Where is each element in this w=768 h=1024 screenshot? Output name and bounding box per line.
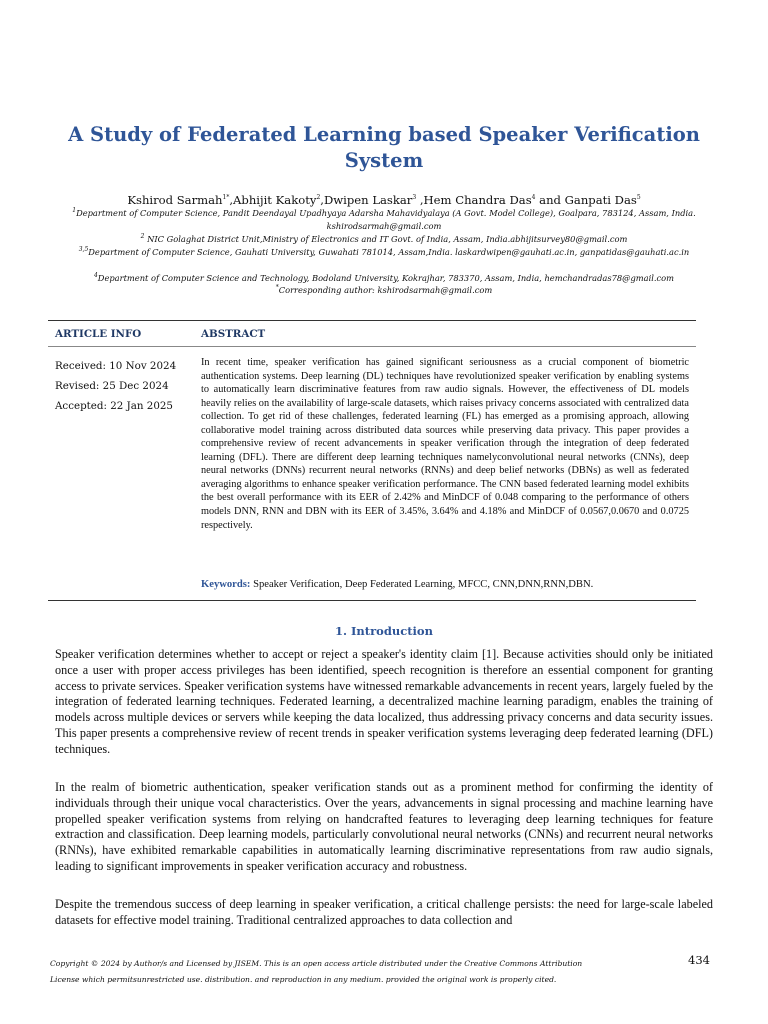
section-heading: 1. Introduction (335, 624, 433, 638)
affiliation-text: NIC Golaghat District Unit,Ministry of Electronics and IT Govt. of India, Assam, India.abhijitsurvey80@gmail.com (144, 234, 628, 244)
divider (48, 600, 696, 601)
affiliation-sup: 4 (93, 272, 98, 280)
affiliation-text: Corresponding author: kshirodsarmah@gmail.com (278, 285, 493, 295)
author-sup: 1* (222, 194, 230, 202)
author-sup: 2 (316, 194, 321, 202)
affiliation (40, 233, 728, 246)
keywords (201, 578, 691, 592)
page-number: 434 (688, 953, 710, 967)
divider (48, 346, 696, 347)
keywords-list: Speaker Verification, Deep Federated Learning, MFCC, CNN,DNN,RNN,DBN. (250, 579, 594, 590)
author-name: ,Abhijit Kakoty (229, 193, 317, 207)
license-notice: License which permitsunrestricted use. distribution. and reproduction in any medium. provided the original work is properly cited. (50, 975, 557, 984)
affiliation-sup: 2 (140, 233, 145, 241)
body-paragraph: In the realm of biometric authentication, speaker verification stands out as a prominent method for confirming the identity of individuals through their unique vocal characteristics. Over the years, advancements in signal processing and machine learning have propelled speaker verification systems from relying on handcrafted features to leveraging deep learning techniques for feature extraction and classification. Deep learning models, particularly convolutional neural networks (CNNs) and recurrent neural networks (RNNs), have exhibited remarkable capabilities in automatically learning discriminative representations from raw audio signals, leading to significant improvements in speaker verification accuracy and robustness. (55, 780, 713, 873)
abstract-text: In recent time, speaker verification has gained significant seriousness as a crucial component of biometric authentication systems. Deep learning (DL) techniques have revolutionized speaker verification by enabling systems to automatically learn discriminative features from raw audio signals. However, the effectiveness of DL models heavily relies on the availability of large-scale datasets, which raises privacy concerns associated with centralized data collection. To get rid of these challenges, federated learning (FL) has emerged as a promising approach, allowing collaborative model training across distributed data sources while preserving data privacy. This paper provides a comprehensive review of recent advancements in speaker verification through the integration of deep federated learning (DFL). There are different deep learning techniques namelyconvolutional neural networks (CNNs), deep neural networks (DNNs) recurrent neural networks (RNNs) and deep belief networks (DBNs) as well as federated averaging algorithms to enhance speaker verification performance. The CNN based federated learning model exhibits the best overall performance with its EER of 2.42% and MinDCF of 0.048 comparing to the performance of others models DNN, RNN and DBN with its EER of 3.45%, 3.64% and 4.18% and MinDCF of 0.0567,0.0670 and 0.0725 respectively. (201, 357, 689, 531)
author-name: Kshirod Sarmah (127, 193, 223, 207)
affiliation-text: Department of Computer Science, Pandit Deendayal Upadhyaya Adarsha Mahavidyalaya (A Govt. Model College), Goalpara, 783124, Assam, India. kshirodsarmah@gmail.com (76, 208, 696, 231)
accepted-date: Accepted: 22 Jan 2025 (55, 400, 173, 412)
abstract-heading: ABSTRACT (201, 328, 266, 340)
author-name: ,Hem Chandra Das (416, 193, 532, 207)
author-sup: 3 (412, 194, 417, 202)
affiliation-sup: * (275, 284, 279, 292)
revised-date: Revised: 25 Dec 2024 (55, 380, 169, 392)
body-paragraph: Speaker verification determines whether to accept or reject a speaker's identity claim [1]. Because activities should only be initiated once a user with proper access privileges has been identified, speech recognition is therefore an essential component for granting access to private services. Speaker verification systems have witnessed remarkable advancements in recent years, largely fueled by the integration of federated learning techniques. Federated learning, a decentralized machine learning paradigm, enables the training of models across multiple devices or servers while keeping the data localized, thus addressing privacy concerns and data security issues. This paper presents a comprehensive review of recent trends in speaker verification systems leveraging deep federated learning (DFL) techniques. (55, 647, 713, 756)
paper-title: A Study of Federated Learning based Speaker Verification System (68, 123, 700, 172)
author-list (40, 192, 728, 208)
author-name: ,Dwipen Laskar (320, 193, 413, 207)
author-sup: 4 (531, 194, 536, 202)
affiliation-text: Department of Computer Science and Technology, Bodoland University, Kokrajhar, 783370, Assam, India, hemchandradas78@gmail.com (97, 273, 675, 283)
article-info-heading: ARTICLE INFO (55, 328, 142, 340)
author-name: and Ganpati Das (535, 193, 637, 207)
copyright-notice: Copyright © 2024 by Author/s and Licensed by JISEM. This is an open access article distributed under the Creative Commons Attribution (50, 959, 583, 968)
author-sup: 5 (636, 194, 641, 202)
divider (48, 320, 696, 321)
affiliation-text: Department of Computer Science, Gauhati University, Guwahati 781014, Assam,India. laskardwipen@gauhati.ac.in, ganpatidas@gauhati.ac.in (88, 247, 690, 257)
body-paragraph: Despite the tremendous success of deep learning in speaker verification, a critical challenge persists: the need for large-scale labeled datasets for effective model training. Traditional centralized approaches to data collection and (55, 897, 713, 927)
corresponding-author (40, 284, 728, 297)
article-dates (55, 356, 176, 416)
received-date: Received: 10 Nov 2024 (55, 360, 177, 372)
keywords-label: Keywords: (201, 579, 251, 590)
affiliation-sup: 3,5 (78, 246, 89, 254)
affiliation-sup: 1 (72, 207, 77, 215)
affiliation (40, 207, 728, 233)
affiliation (40, 246, 728, 259)
